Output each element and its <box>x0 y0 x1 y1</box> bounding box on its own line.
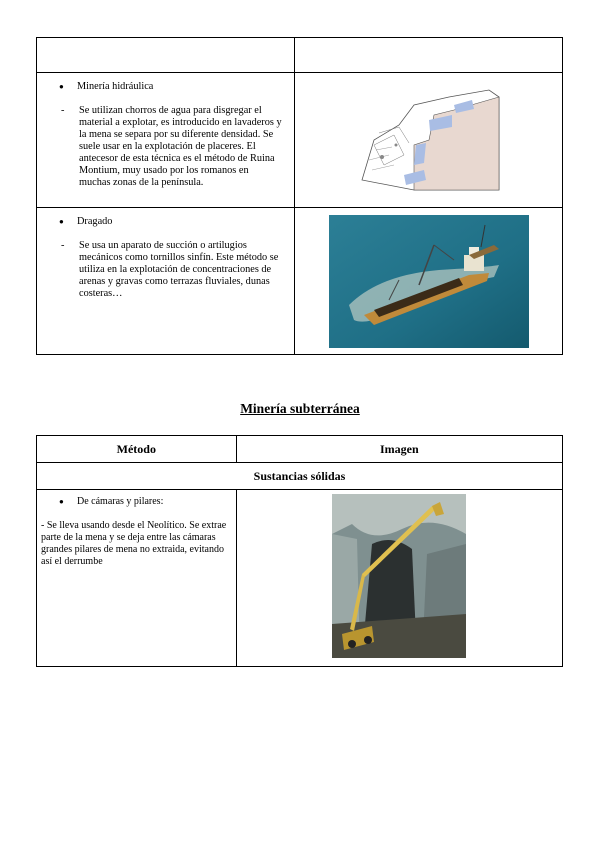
header-row <box>37 436 563 463</box>
image-cell <box>295 208 563 355</box>
method-cell <box>37 73 295 208</box>
bullet-icon: ● <box>59 217 64 226</box>
column-header-image: Imagen <box>236 436 562 463</box>
column-header-method: Método <box>37 436 237 463</box>
method-title-text: De cámaras y pilares: <box>77 496 164 507</box>
bullet-icon: ● <box>59 497 64 506</box>
surface-methods-table <box>36 37 563 355</box>
image-cell <box>295 73 563 208</box>
description-text: Se utilizan chorros de agua para disgregar el material a explotar, es introducido en lavaderos y la mena se separa por su diferente densidad. Se suele usar en la explotación de placeres. El antecesor de esta técnica es el método de Ruina Montium, muy usado por los romanos en muchas zonas de la península. <box>79 105 282 188</box>
method-title-text: Dragado <box>77 216 113 227</box>
table-row <box>37 490 563 667</box>
empty-cell <box>37 38 295 73</box>
description-text: Se usa un aparato de succión o artilugios mecánicos como tornillos sinfín. Este método se utiliza en la explotación de concentraciones de arenas y gravas como terrazas fluviales, dunas costeras… <box>79 240 279 299</box>
dredging-ship-image <box>329 215 529 348</box>
section-heading: Minería subterránea <box>240 401 360 416</box>
method-title <box>47 81 286 93</box>
method-description <box>47 240 286 300</box>
bullet-icon: ● <box>59 82 64 91</box>
dash-marker: - <box>61 240 65 251</box>
empty-row <box>37 38 563 73</box>
image-cell <box>236 490 562 667</box>
underground-methods-table <box>36 435 563 667</box>
method-title <box>41 496 232 508</box>
description-text: - Se lleva usando desde el Neolítico. Se extrae parte de la mena y se deja entre las cámaras grandes pilares de mena no extraida, evitando así el derrumbe <box>41 520 227 567</box>
section-label: Sustancias sólidas <box>37 463 563 490</box>
method-title-text: Minería hidráulica <box>77 81 154 92</box>
method-description <box>47 105 286 189</box>
table-row <box>37 73 563 208</box>
method-title <box>47 216 286 228</box>
hydraulic-mining-diagram-image <box>354 85 504 195</box>
table-row <box>37 208 563 355</box>
empty-cell <box>295 38 563 73</box>
method-cell <box>37 208 295 355</box>
section-row <box>37 463 563 490</box>
method-cell <box>37 490 237 667</box>
dash-marker: - <box>61 105 65 116</box>
room-and-pillar-image <box>332 494 466 658</box>
